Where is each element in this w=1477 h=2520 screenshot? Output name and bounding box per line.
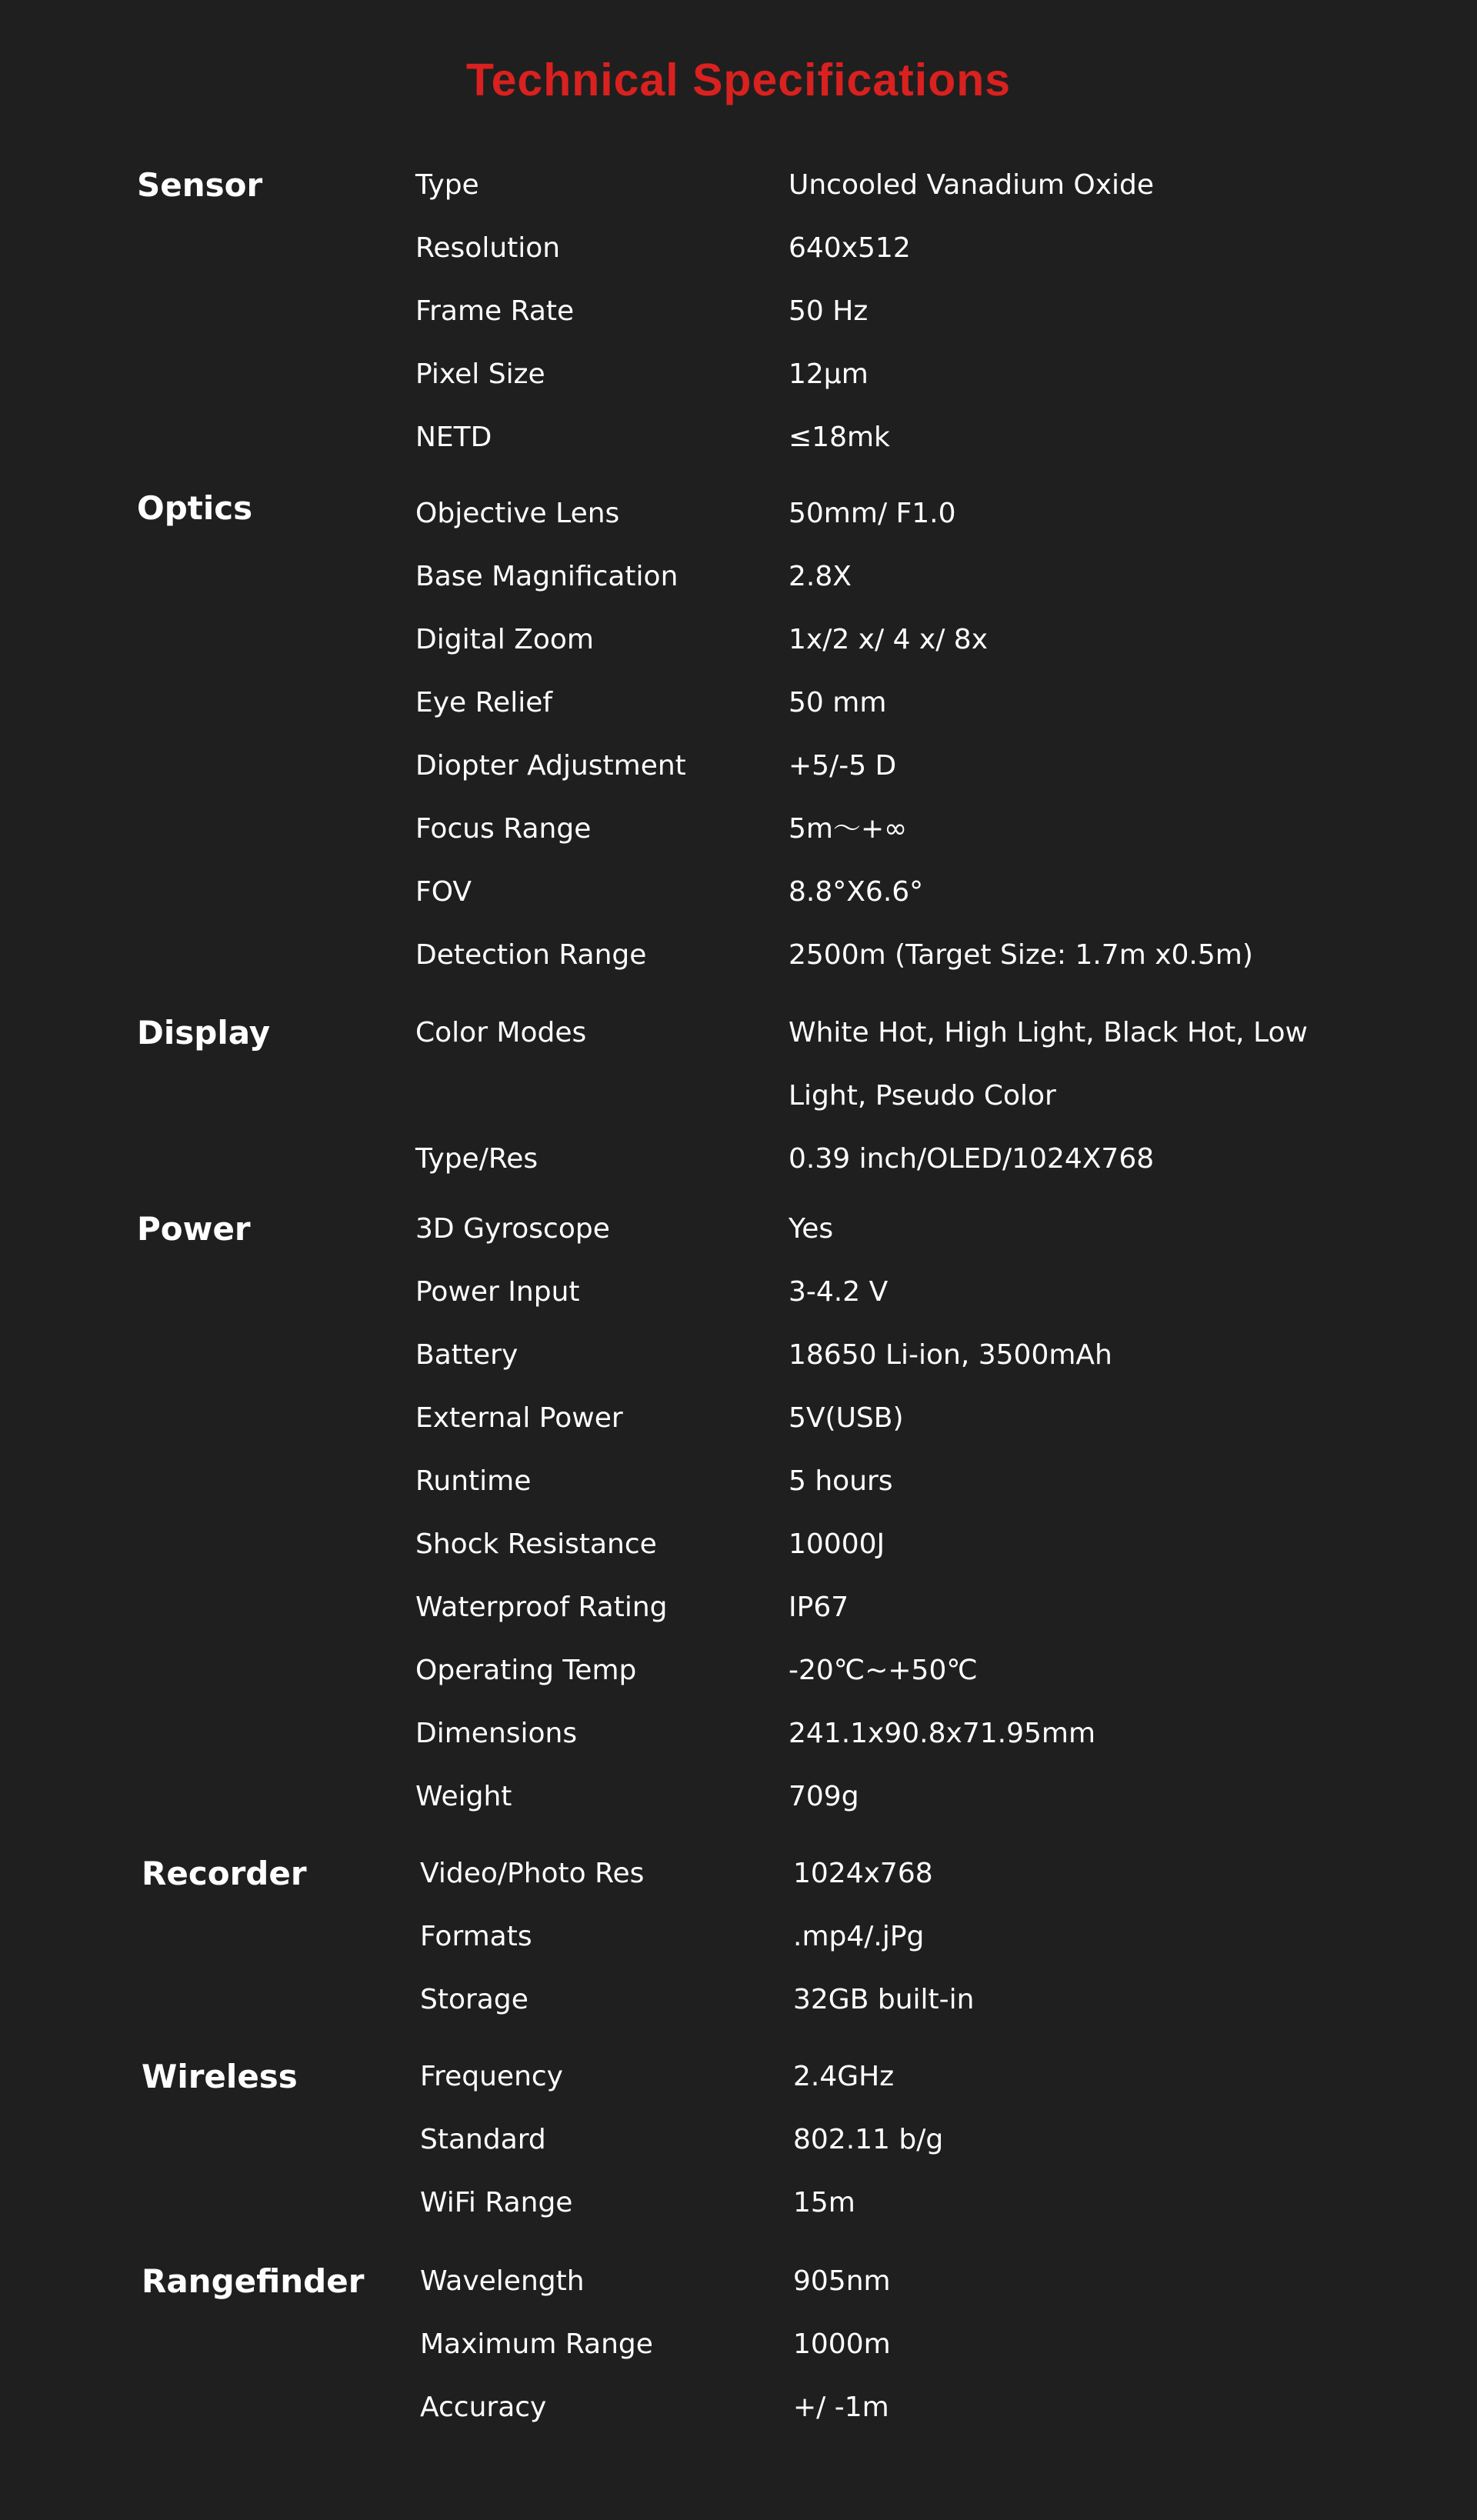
section-title: Recorder [142, 1855, 307, 1892]
spec-label: Weight [415, 1781, 512, 1812]
spec-value: 3-4.2 V [789, 1276, 889, 1308]
spec-label: Wavelength [420, 2265, 585, 2297]
spec-value: 5m～+∞ [789, 813, 908, 845]
spec-value: IP67 [789, 1592, 849, 1623]
spec-value: -20℃~+50℃ [789, 1655, 978, 1686]
spec-value: 50 Hz [789, 295, 869, 327]
spec-label: Frequency [420, 2061, 563, 2092]
spec-label: Eye Relief [415, 687, 553, 718]
spec-value: 1x/2 x/ 4 x/ 8x [789, 624, 988, 655]
spec-value: 50mm/ F1.0 [789, 498, 956, 529]
spec-value: 15m [793, 2187, 855, 2218]
spec-value: 802.11 b/g [793, 2124, 944, 2155]
spec-label: Video/Photo Res [420, 1858, 645, 1889]
section-title: Rangefinder [142, 2262, 365, 2300]
spec-value: 241.1x90.8x71.95mm [789, 1718, 1096, 1749]
spec-label: Standard [420, 2124, 546, 2155]
spec-value: 32GB built-in [793, 1984, 975, 2015]
spec-value: 5 hours [789, 1465, 893, 1497]
spec-value: 8.8°X6.6° [789, 876, 924, 908]
section-title: Display [137, 1014, 271, 1052]
spec-value: Uncooled Vanadium Oxide [789, 169, 1155, 201]
spec-label: Accuracy [420, 2392, 547, 2423]
spec-label: Runtime [415, 1465, 532, 1497]
spec-label: Diopter Adjustment [415, 750, 686, 782]
spec-label: NETD [415, 422, 492, 453]
spec-value: Yes [789, 1213, 834, 1245]
spec-value: 50 mm [789, 687, 887, 718]
spec-value: 5V(USB) [789, 1402, 904, 1434]
spec-value: 1024x768 [793, 1858, 933, 1889]
section-title: Sensor [137, 166, 263, 204]
spec-label: Base Magnification [415, 561, 678, 592]
spec-label: Type [415, 169, 479, 201]
spec-label: Detection Range [415, 939, 647, 971]
spec-label: Formats [420, 1921, 532, 1952]
spec-label: Focus Range [415, 813, 592, 845]
spec-value: .mp4/.jPg [793, 1921, 925, 1952]
spec-label: External Power [415, 1402, 623, 1434]
section-title: Wireless [142, 2058, 298, 2095]
spec-label: 3D Gyroscope [415, 1213, 610, 1245]
spec-label: Objective Lens [415, 498, 620, 529]
spec-value: 0.39 inch/OLED/1024X768 [789, 1143, 1155, 1175]
spec-value: ≤18mk [789, 422, 890, 453]
section-title: Power [137, 1210, 251, 1248]
spec-label: FOV [415, 876, 472, 908]
page-title: Technical Specifications [465, 55, 1012, 105]
spec-label: Frame Rate [415, 295, 575, 327]
section-title: Optics [137, 489, 253, 527]
spec-label: Color Modes [415, 1017, 587, 1048]
spec-value: 2.4GHz [793, 2061, 895, 2092]
spec-label: Storage [420, 1984, 528, 2015]
spec-label: Power Input [415, 1276, 580, 1308]
spec-value: 10000J [789, 1528, 885, 1560]
spec-label: Shock Resistance [415, 1528, 657, 1560]
spec-value: 640x512 [789, 232, 911, 264]
spec-value: 12μm [789, 358, 869, 390]
spec-value: +5/-5 D [789, 750, 897, 782]
spec-label: Dimensions [415, 1718, 578, 1749]
spec-value: 709g [789, 1781, 859, 1812]
spec-label: Pixel Size [415, 358, 545, 390]
spec-label: Battery [415, 1339, 518, 1371]
spec-label: Waterproof Rating [415, 1592, 668, 1623]
spec-value: +/ -1m [793, 2392, 889, 2423]
spec-label: Type/Res [415, 1143, 538, 1175]
spec-value: 905nm [793, 2265, 891, 2297]
spec-label: Resolution [415, 232, 561, 264]
spec-label: WiFi Range [420, 2187, 573, 2218]
spec-label: Maximum Range [420, 2328, 653, 2360]
spec-value: White Hot, High Light, Black Hot, Low Light, Pseudo Color [789, 1017, 1308, 1112]
spec-value: 18650 Li-ion, 3500mAh [789, 1339, 1112, 1371]
spec-label: Operating Temp [415, 1655, 637, 1686]
spec-value: 2.8X [789, 561, 852, 592]
spec-value: 1000m [793, 2328, 891, 2360]
spec-value: 2500m (Target Size: 1.7m x0.5m) [789, 939, 1253, 971]
spec-label: Digital Zoom [415, 624, 594, 655]
